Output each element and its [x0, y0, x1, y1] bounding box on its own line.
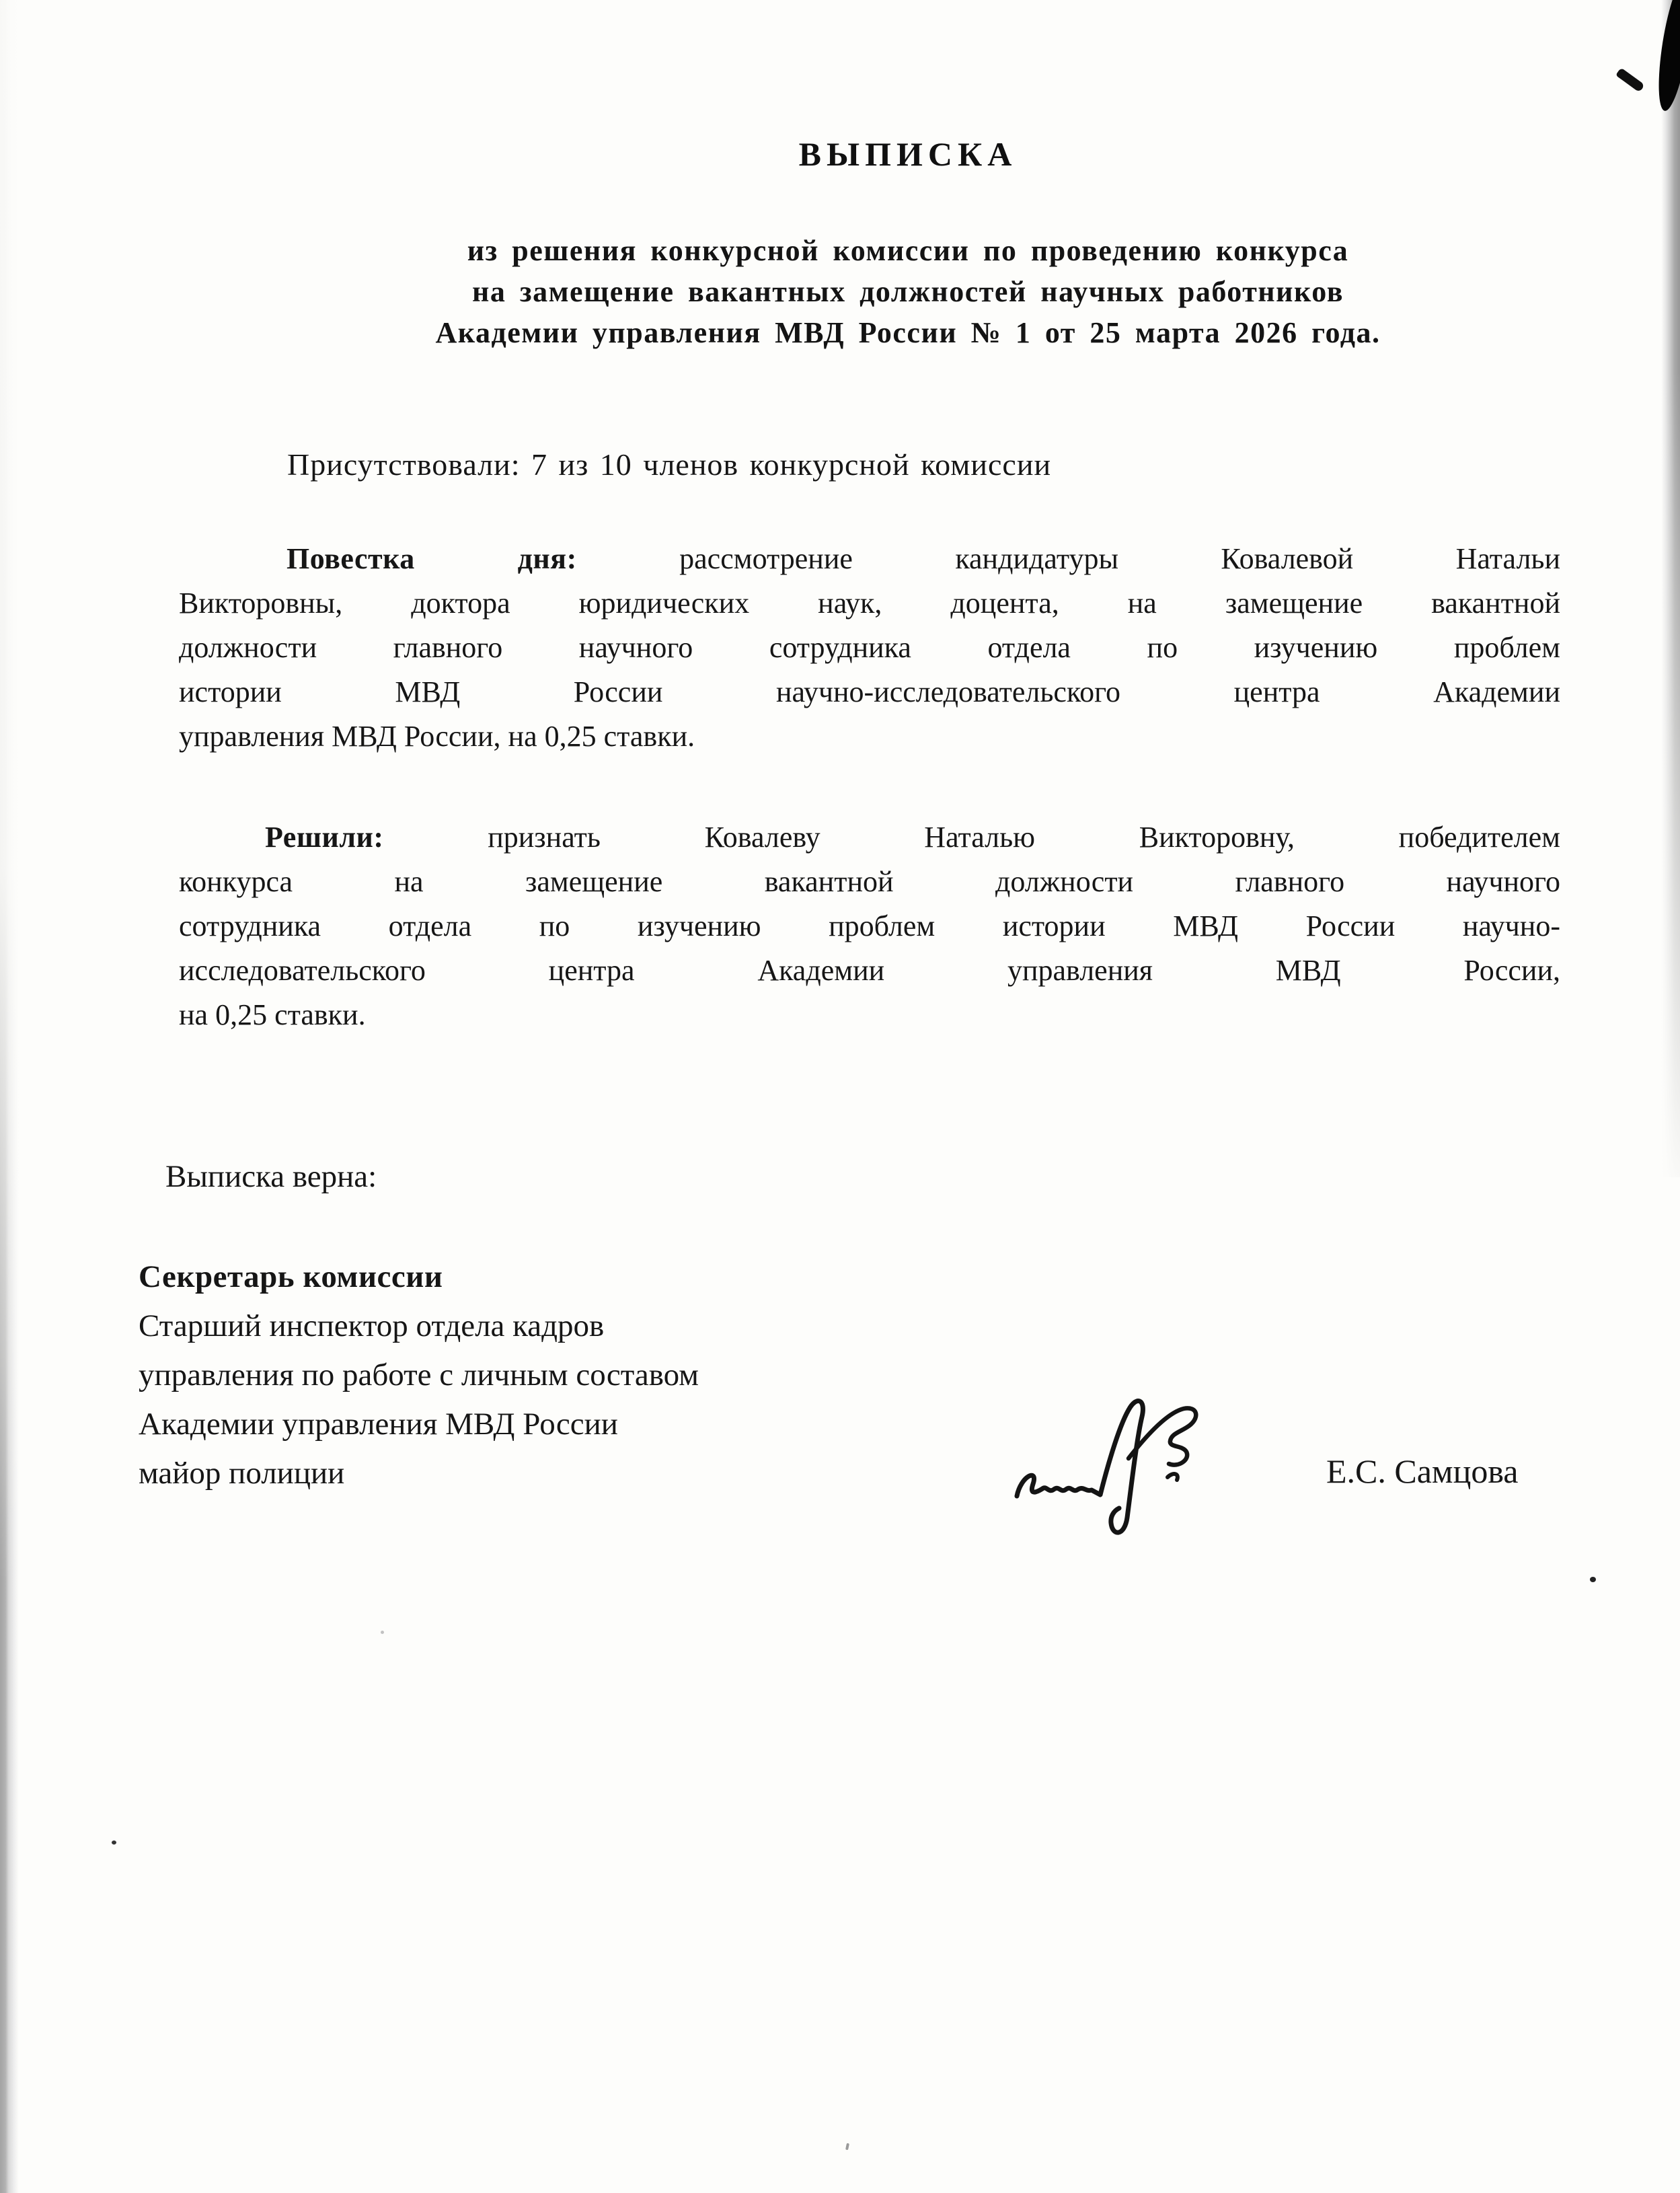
agenda-line: должности главного научного сотрудника отдела по изучению проблем: [179, 631, 1560, 664]
subtitle-line: из решения конкурсной комиссии по проведению конкурса: [467, 234, 1349, 267]
signatory-line: Академии управления МВД России: [139, 1407, 618, 1442]
attendance-line: Присутствовали: 7 из 10 членов конкурсной комиссии: [287, 447, 1052, 482]
signatory-role: Секретарь комиссии: [139, 1259, 443, 1294]
scan-speck: [112, 1841, 116, 1845]
subtitle-line: на замещение вакантных должностей научных работников: [472, 275, 1344, 308]
document-title: ВЫПИСКА: [798, 135, 1018, 173]
resolution-line: [179, 815, 1560, 860]
subtitle-line: Академии управления МВД России № 1 от 25 марта 2026 года.: [435, 316, 1381, 349]
resolution-paragraph: [179, 815, 1560, 1037]
scan-speck: [381, 1631, 384, 1634]
resolution-label: Решили:: [265, 821, 384, 854]
resolution-line: сотрудника отдела по изучению проблем истории МВД России научно-: [179, 909, 1560, 942]
agenda-line: [179, 537, 1560, 581]
scan-edge-left-fade: [0, 0, 20, 1581]
agenda-line: Викторовны, доктора юридических наук, доцента, на замещение вакантной: [179, 587, 1560, 620]
agenda-line: управления МВД России, на 0,25 ставки.: [179, 720, 695, 753]
pen-mark: [1615, 67, 1645, 92]
resolution-line: конкурса на замещение вакантной должности главного научного: [179, 865, 1560, 898]
signatory-name: Е.С. Самцова: [1326, 1452, 1519, 1490]
resolution-text: признать Ковалеву Наталью Викторовну, победителем: [488, 821, 1560, 854]
resolution-line: на 0,25 ставки.: [179, 998, 366, 1031]
scan-edge-right-fade: [1660, 370, 1680, 1211]
resolution-line: исследовательского центра Академии управления МВД России,: [179, 954, 1560, 987]
scan-speck: [1590, 1577, 1596, 1582]
agenda-line: истории МВД России научно-исследовательского центра Академии: [179, 675, 1560, 708]
agenda-text: рассмотрение кандидатуры Ковалевой Натальи: [679, 542, 1561, 575]
signatory-block: [139, 1253, 1046, 1498]
document-subtitle: [195, 230, 1621, 353]
signatory-line: управления по работе с личным составом: [139, 1358, 699, 1392]
handwritten-signature: [1003, 1394, 1266, 1542]
signatory-line: майор полиции: [139, 1456, 345, 1491]
signatory-line: Старший инспектор отдела кадров: [139, 1308, 605, 1343]
scan-speck: [845, 2143, 849, 2151]
agenda-paragraph: [179, 537, 1560, 759]
agenda-label: Повестка дня:: [287, 542, 577, 575]
certification-line: Выписка верна:: [165, 1159, 377, 1194]
